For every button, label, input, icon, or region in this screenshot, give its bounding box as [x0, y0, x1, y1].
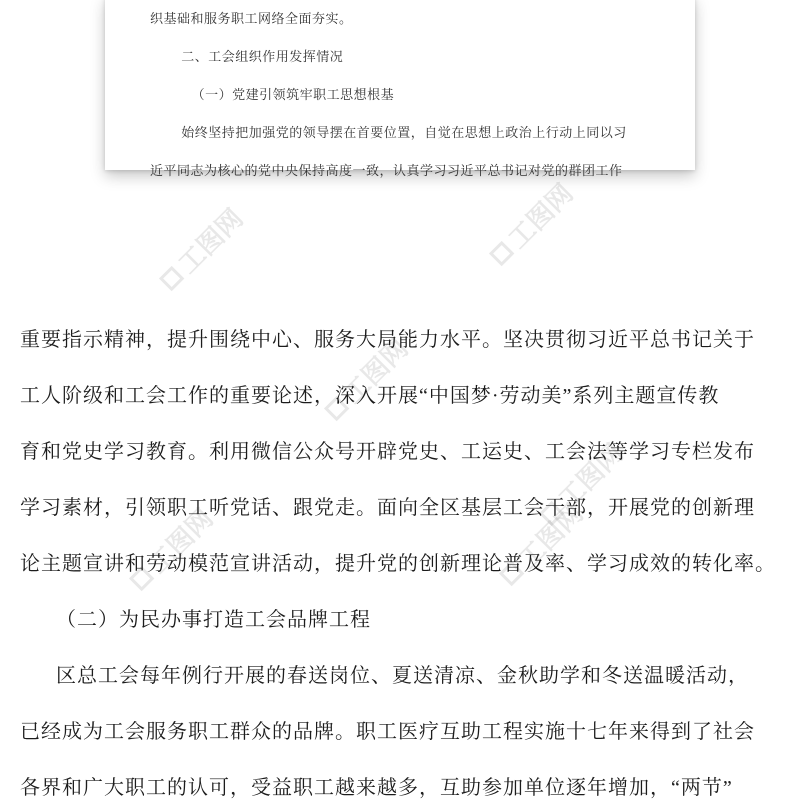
- watermark-text: 工图网: [337, 332, 414, 410]
- document-subheading-line: （二）为民办事打造工会品牌工程: [56, 609, 371, 631]
- document-line: 近平同志为核心的党中央保持高度一致，认真学习习近平总书记对党的群团工作: [150, 163, 623, 178]
- document-line: 始终坚持把加强党的领导摆在首要位置，自觉在思想上政治上行动上同以习: [181, 125, 627, 140]
- previous-page-sheet: [105, 0, 695, 178]
- watermark-text: 工图网: [502, 177, 579, 255]
- document-line: 学习素材，引领职工听党话、跟党走。面向全区基层工会干部，开展党的创新理: [20, 497, 755, 519]
- document-heading-line: 二、工会组织作用发挥情况: [181, 49, 344, 64]
- watermark-text: 工图网: [142, 502, 219, 580]
- document-subheading-line: （一）党建引领筑牢职工思想根基: [191, 87, 395, 102]
- watermark-logo-icon: [159, 265, 184, 290]
- document-body: [20, 312, 780, 800]
- document-line: 育和党史学习教育。利用微信公众号开辟党史、工运史、工会法等学习专栏发布: [20, 441, 755, 463]
- watermark-logo-icon: [489, 240, 514, 265]
- document-line: 区总工会每年例行开展的春送岗位、夏送清凉、金秋助学和冬送温暖活动，: [56, 665, 749, 687]
- document-line: 已经成为工会服务职工群众的品牌。职工医疗互助工程实施十七年来得到了社会: [20, 721, 755, 743]
- document-line: 织基础和服务职工网络全面夯实。: [150, 11, 353, 26]
- watermark-text: 工图网: [512, 497, 589, 575]
- watermark-text: 工图网: [172, 202, 249, 280]
- document-line: 各界和广大职工的认可，受益职工越来越多，互助参加单位逐年增加，“两节”: [20, 777, 733, 799]
- document-line: 论主题宣讲和劳动模范宣讲活动，提升党的创新理论普及率、学习成效的转化率。: [20, 553, 776, 575]
- document-line: 重要指示精神，提升围绕中心、服务大局能力水平。坚决贯彻习近平总书记关于: [20, 329, 755, 351]
- watermark: [152, 199, 250, 297]
- document-line: 工人阶级和工会工作的重要论述，深入开展“中国梦·劳动美”系列主题宣传教: [20, 385, 720, 407]
- watermark-text: 工图网: [552, 437, 629, 515]
